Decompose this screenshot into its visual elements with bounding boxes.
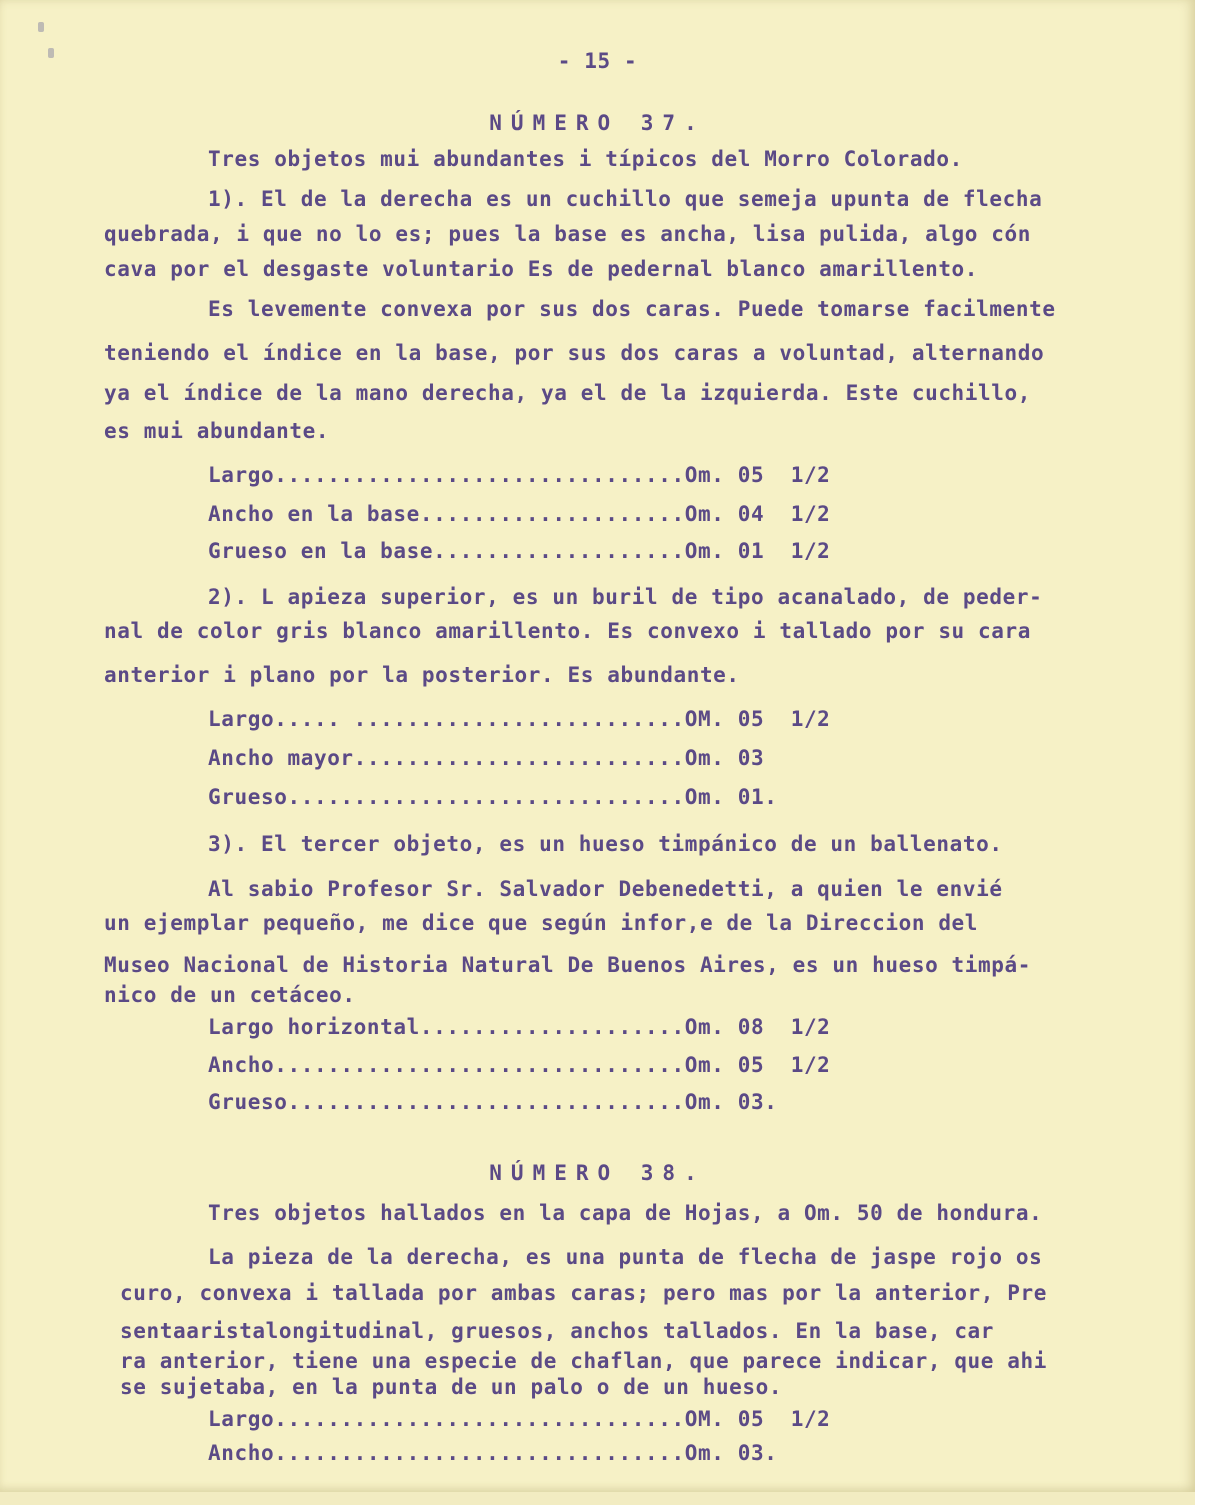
measure-line: Ancho en la base....................Om. 04 1/2 <box>208 502 831 526</box>
text-line: quebrada, i que no lo es; pues la base es ancha, lisa pulida, algo cón <box>104 222 1032 246</box>
section-heading: NÚMERO 37. <box>489 111 706 135</box>
measure-line: Ancho mayor.........................Om. 03 <box>208 746 765 770</box>
measure-line: Grueso..............................Om. 01. <box>208 785 778 809</box>
text-line: Tres objetos mui abundantes i típicos del Morro Colorado. <box>208 147 963 171</box>
text-line: La pieza de la derecha, es una punta de flecha de jaspe rojo os <box>208 1245 1043 1269</box>
measure-line: Largo...............................Om. 05 1/2 <box>208 463 831 487</box>
text-line: teniendo el índice en la base, por sus dos caras a voluntad, alternando <box>104 341 1045 365</box>
text-line: Es levemente convexa por sus dos caras. Puede tomarse facilmente <box>208 297 1056 321</box>
measure-line: Largo..... .........................OM. 05 1/2 <box>208 707 831 731</box>
measure-line: Grueso en la base...................Om. 01 1/2 <box>208 539 831 563</box>
scan-edge <box>1195 0 1215 1505</box>
text-line: 3). El tercer objeto, es un hueso timpánico de un ballenato. <box>208 832 1003 856</box>
text-line: se sujetaba, en la punta de un palo o de un hueso. <box>120 1375 783 1399</box>
text-line: nico de un cetáceo. <box>104 983 356 1007</box>
section-heading: NÚMERO 38. <box>489 1161 706 1185</box>
text-line: anterior i plano por la posterior. Es abundante. <box>104 663 740 687</box>
measure-line: Largo...............................OM. 05 1/2 <box>208 1407 831 1431</box>
text-line: Museo Nacional de Historia Natural De Buenos Aires, es un hueso timpá- <box>104 953 1032 977</box>
text-line: Al sabio Profesor Sr. Salvador Debenedetti, a quien le envié <box>208 877 1003 901</box>
measure-line: Largo horizontal....................Om. 08 1/2 <box>208 1015 831 1039</box>
text-line: nal de color gris blanco amarillento. Es convexo i tallado por su cara <box>104 619 1032 643</box>
text-line: un ejemplar pequeño, me dice que según infor,e de la Direccion del <box>104 911 979 935</box>
text-line: cava por el desgaste voluntario Es de pedernal blanco amarillento. <box>104 257 979 281</box>
page-number: - 15 - <box>557 49 638 73</box>
text-line: curo, convexa i tallada por ambas caras; pero mas por la anterior, Pre <box>120 1281 1048 1305</box>
text-line: 1). El de la derecha es un cuchillo que semeja upunta de flecha <box>208 187 1043 211</box>
measure-line: Ancho...............................Om. 05 1/2 <box>208 1053 831 1077</box>
measure-line: Ancho...............................Om. 03. <box>208 1441 778 1465</box>
text-line: ya el índice de la mano derecha, ya el de la izquierda. Este cuchillo, <box>104 381 1032 405</box>
text-line: ra anterior, tiene una especie de chaflan, que parece indicar, que ahi <box>120 1349 1048 1373</box>
text-line: sentaaristalongitudinal, gruesos, anchos tallados. En la base, car <box>120 1319 995 1343</box>
measure-line: Grueso..............................Om. 03. <box>208 1090 778 1114</box>
text-line: es mui abundante. <box>104 419 330 443</box>
text-line: Tres objetos hallados en la capa de Hojas, a Om. 50 de hondura. <box>208 1201 1043 1225</box>
text-line: 2). L apieza superior, es un buril de tipo acanalado, de peder- <box>208 585 1043 609</box>
paper-mark <box>38 22 44 32</box>
